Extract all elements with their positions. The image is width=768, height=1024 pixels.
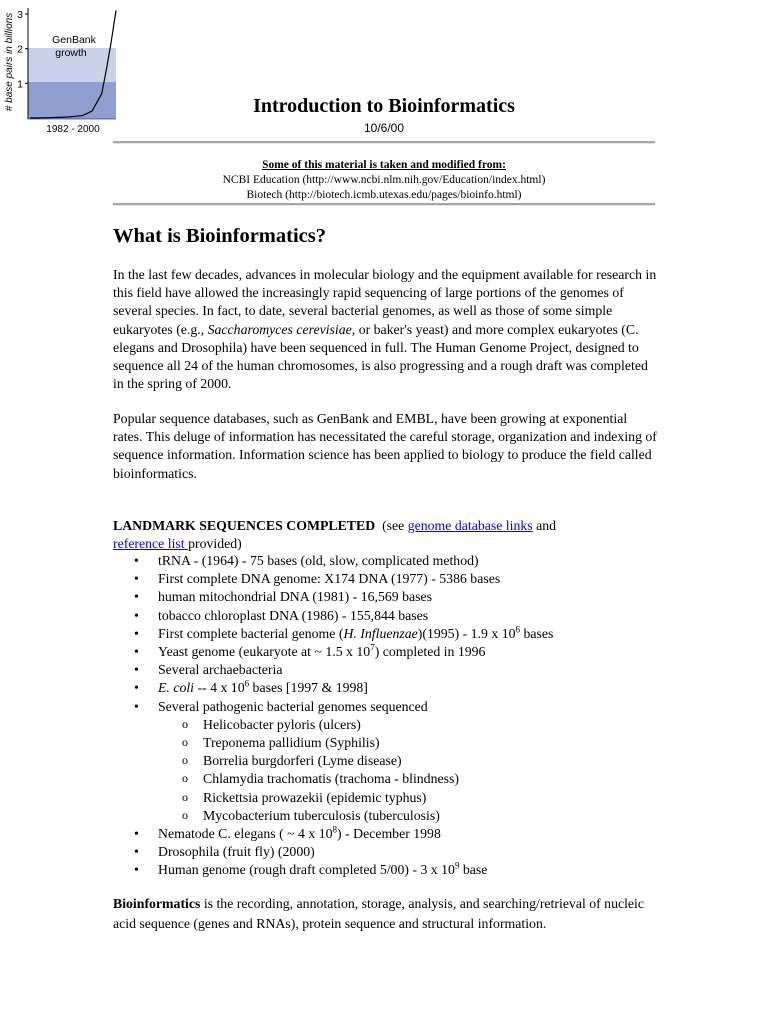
sublist-item: o Helicobacter pyloris (ulcers) xyxy=(158,716,658,734)
list-item-human-genome: • Human genome (rough draft completed 5/00) - 3 x $10^9$ base xyxy=(113,861,658,879)
list-item-nematode: • Nematode C. elegans ( ~ 4 x $10^8$) - December 1998 xyxy=(113,825,658,843)
sublist-item: o Mycobacterium tuberculosis (tuberculosis) xyxy=(158,807,658,825)
landmark-title: LANDMARK SEQUENCES COMPLETED xyxy=(113,518,376,533)
landmark-provided: provided) xyxy=(188,536,242,552)
chart-y-tick-label: 2 xyxy=(17,43,23,56)
page-title: Introduction to Bioinformatics xyxy=(253,95,515,117)
list-item-ecoli: • E. coli -- 4 x $10^6$ bases [1997 & 1998] xyxy=(113,679,658,697)
chart-title-line2: growth xyxy=(55,47,87,59)
landmark-list xyxy=(113,552,658,880)
list-item-pathogenic: • Several pathogenic bacterial genomes sequenced o Helicobacter pyloris (ulcers) o Treponema pallidium (Syphilis) o Borrelia burgdorferi (Lyme disease) o Chlamydia trachomatis (trachoma - blindness) o Rickettsia prowazekii (epidemic typhus) o Mycobacterium tuberculosis (tuberculosis) xyxy=(113,698,658,825)
chart-y-tick-label: 3 xyxy=(17,9,23,21)
source-ncbi: NCBI Education (http://www.ncbi.nlm.nih.gov/Education/index.html) xyxy=(222,174,546,186)
sublist-item: o Borrelia burgdorferi (Lyme disease) xyxy=(158,752,658,770)
list-item-archaebacteria: • Several archaebacteria xyxy=(113,661,658,679)
landmark-see: (see xyxy=(375,518,408,533)
list-item-chloroplast: • tobacco chloroplast DNA (1986) - 155,844 bases xyxy=(113,607,658,625)
chart-title-line1: GenBank xyxy=(52,34,96,46)
source-note xyxy=(113,158,655,203)
databases-paragraph: Popular sequence databases, such as GenBank and EMBL, have been growing at exponential rates. This deluge of information has necessitated the careful storage, organization and indexing of sequence information. Information science has been applied to biology to produce the field called bioinformatics. xyxy=(113,411,657,481)
reference-list-link[interactable]: reference list xyxy=(113,536,189,552)
chart-x-label: 1982 - 2000 xyxy=(46,124,100,135)
list-item-trna: • tRNA - (1964) - 75 bases (old, slow, complicated method) xyxy=(113,552,658,570)
sublist-item: o Rickettsia prowazekii (epidemic typhus) xyxy=(158,789,658,807)
genome-database-links[interactable]: genome database links xyxy=(407,518,533,533)
chart-y-label: # base pairs in billions xyxy=(4,12,15,112)
page-date: 10/6/00 xyxy=(363,121,405,135)
intro-species-name: Saccharomyces cerevisiae xyxy=(207,321,352,337)
sublist-item: o Chlamydia trachomatis (trachoma - blindness) xyxy=(158,770,658,788)
source-heading: Some of this material is taken and modified from: xyxy=(262,159,506,171)
bioinformatics-definition xyxy=(113,894,658,934)
sublist-item: o Treponema pallidium (Syphilis) xyxy=(158,734,658,752)
source-biotech: Biotech (http://biotech.icmb.utexas.edu/pages/bioinfo.html) xyxy=(246,189,522,201)
genbank-growth-chart xyxy=(0,0,125,140)
intro-text-b: , or baker's yeast) and more complex eukaryotes (C. elegans and Drosophila) have been sequenced in full. The Human Genome Project, designed to sequence all 24 of the human chromosomes, is also progressing and a rough draft was completed in the spring of 2000. xyxy=(113,321,648,392)
definition-term: Bioinformatics xyxy=(113,896,201,911)
list-item-yeast: • Yeast genome (eukaryote at ~ 1.5 x $10^7$) completed in 1996 xyxy=(113,643,658,661)
definition-text: is the recording, annotation, storage, analysis, and searching/retrieval of nucleic acid sequence (genes and RNAs), protein sequence and structural information. xyxy=(113,896,645,931)
landmark-heading xyxy=(113,517,658,553)
intro-paragraph xyxy=(113,266,658,393)
list-item-bacterial-genome: • First complete bacterial genome (H. Influenzae)(1995) - 1.9 x $10^6$ bases xyxy=(113,625,658,643)
section-heading: What is Bioinformatics? xyxy=(113,225,326,247)
divider-bottom xyxy=(113,203,655,206)
list-item-dna-genome: • First complete DNA genome: X174 DNA (1977) - 5386 bases xyxy=(113,570,658,588)
chart-y-tick-label: 1 xyxy=(17,78,23,91)
divider-top xyxy=(113,141,655,144)
list-item-drosophila: • Drosophila (fruit fly) (2000) xyxy=(113,843,658,861)
landmark-and: and xyxy=(532,518,557,533)
pathogen-sublist xyxy=(158,716,658,825)
intro-text-a: In the last few decades, advances in molecular biology and the equipment available for research in this field have allowed the increasingly rapid sequencing of large portions of the genomes of several species. In fact, to date, several bacterial genomes, as well as those of some simple eukaryotes (e.g., xyxy=(113,267,657,337)
list-item-mitochondrial: • human mitochondrial DNA (1981) - 16,569 bases xyxy=(113,588,658,606)
